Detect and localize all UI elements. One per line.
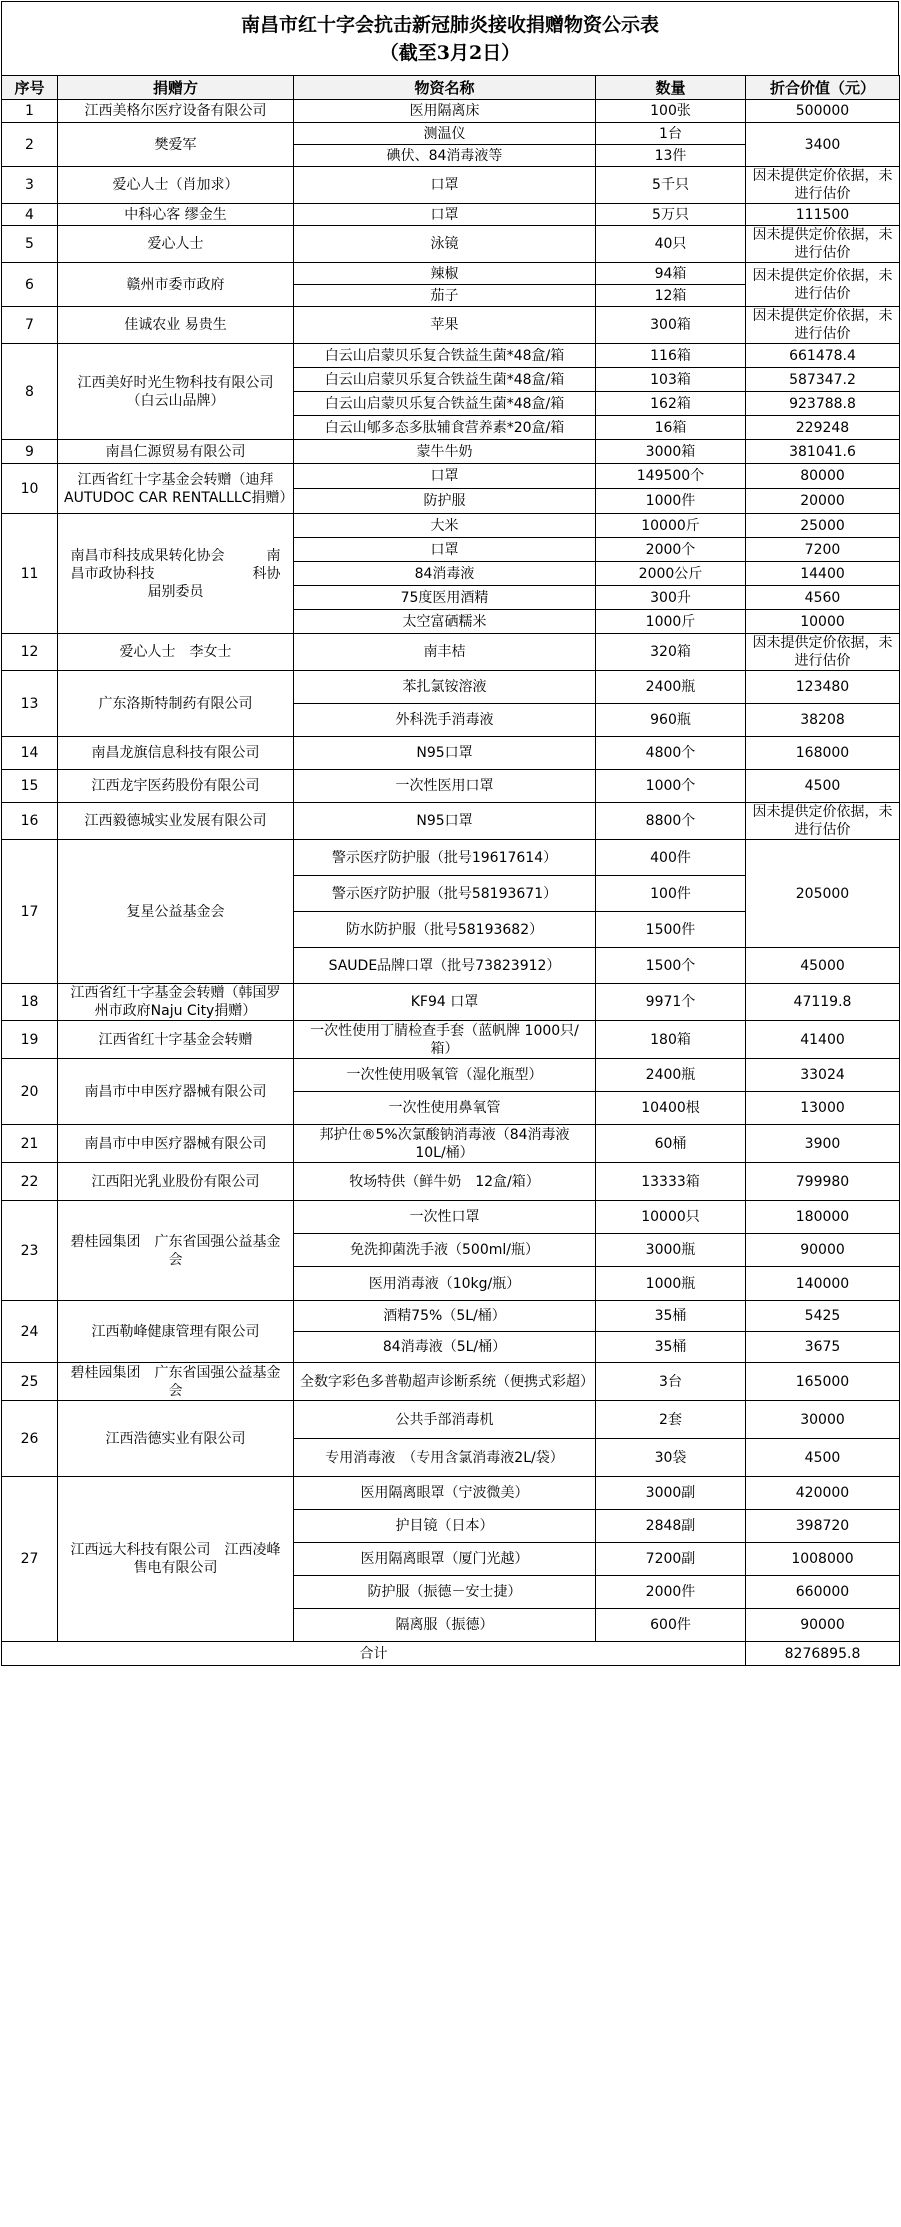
table-row (2, 1125, 900, 1163)
row-number: 27 (2, 1477, 58, 1642)
item-value: 3900 (746, 1125, 900, 1163)
item-value: 420000 (746, 1477, 900, 1510)
donor-name: 广东洛斯特制药有限公司 (58, 671, 294, 737)
row-number: 22 (2, 1163, 58, 1201)
table-row (2, 307, 900, 344)
donor-name: 江西远大科技有限公司 江西凌峰售电有限公司 (58, 1477, 294, 1642)
item-quantity: 300升 (596, 586, 746, 610)
item-quantity: 1000件 (596, 489, 746, 514)
item-name: 白云山启蒙贝乐复合铁益生菌*48盒/箱 (294, 344, 596, 368)
table-row (2, 226, 900, 263)
table-row (2, 123, 900, 145)
item-name: 75度医用酒精 (294, 586, 596, 610)
item-quantity: 3000箱 (596, 440, 746, 464)
donor-name: 江西浩德实业有限公司 (58, 1401, 294, 1477)
table-row (2, 1401, 900, 1439)
table-row (2, 100, 900, 123)
item-value: 140000 (746, 1267, 900, 1301)
row-number: 7 (2, 307, 58, 344)
row-number: 26 (2, 1401, 58, 1477)
item-quantity: 400件 (596, 840, 746, 876)
table-row (2, 770, 900, 803)
table-row (2, 803, 900, 840)
row-number: 3 (2, 167, 58, 204)
donor-name: 爱心人士 (58, 226, 294, 263)
item-quantity: 100张 (596, 100, 746, 123)
item-value: 5425 (746, 1301, 900, 1332)
value-note: 因未提供定价依据，未进行估价 (746, 634, 900, 671)
table-row (2, 984, 900, 1021)
table-row (2, 1059, 900, 1092)
item-name: 酒精75%（5L/桶） (294, 1301, 596, 1332)
item-quantity: 3000瓶 (596, 1234, 746, 1267)
value-note: 因未提供定价依据，未进行估价 (746, 307, 900, 344)
item-quantity: 100件 (596, 876, 746, 912)
item-value: 229248 (746, 416, 900, 440)
row-number: 23 (2, 1201, 58, 1301)
item-name: 全数字彩色多普勒超声诊断系统（便携式彩超） (294, 1363, 596, 1401)
page-subtitle: （截至3月2日） (379, 41, 521, 64)
donor-name: 爱心人士 李女士 (58, 634, 294, 671)
row-number: 11 (2, 514, 58, 634)
item-quantity: 960瓶 (596, 704, 746, 737)
item-name: 苯扎氯铵溶液 (294, 671, 596, 704)
item-quantity: 3000副 (596, 1477, 746, 1510)
donor-name: 赣州市委市政府 (58, 263, 294, 307)
item-quantity: 1500个 (596, 948, 746, 984)
item-value: 13000 (746, 1092, 900, 1125)
table-row (2, 737, 900, 770)
total-row (2, 1642, 900, 1666)
item-name: 大米 (294, 514, 596, 538)
donor-name: 碧桂园集团 广东省国强公益基金会 (58, 1363, 294, 1401)
item-quantity: 116箱 (596, 344, 746, 368)
item-name: 一次性使用吸氧管（湿化瓶型） (294, 1059, 596, 1092)
item-value: 25000 (746, 514, 900, 538)
item-name: 护目镜（日本） (294, 1510, 596, 1543)
item-name: 太空富硒糯米 (294, 610, 596, 634)
row-number: 16 (2, 803, 58, 840)
item-quantity: 1台 (596, 123, 746, 145)
item-value: 799980 (746, 1163, 900, 1201)
item-name: 口罩 (294, 464, 596, 489)
item-quantity: 2000件 (596, 1576, 746, 1609)
item-name: 防水防护服（批号58193682） (294, 912, 596, 948)
item-quantity: 9971个 (596, 984, 746, 1021)
item-name: 防护服 (294, 489, 596, 514)
donor-name: 江西阳光乳业股份有限公司 (58, 1163, 294, 1201)
item-quantity: 1000瓶 (596, 1267, 746, 1301)
item-name: 口罩 (294, 204, 596, 226)
item-value: 4560 (746, 586, 900, 610)
total-label: 合计 (2, 1642, 746, 1666)
row-number: 20 (2, 1059, 58, 1125)
donor-name: 江西龙宇医药股份有限公司 (58, 770, 294, 803)
item-value: 90000 (746, 1609, 900, 1642)
item-name: 一次性使用丁腈检查手套（蓝帆牌 1000只/箱） (294, 1021, 596, 1059)
item-value: 38208 (746, 704, 900, 737)
item-quantity: 16箱 (596, 416, 746, 440)
row-number: 6 (2, 263, 58, 307)
donor-name: 佳诚农业 易贵生 (58, 307, 294, 344)
item-value: 7200 (746, 538, 900, 562)
item-quantity: 3台 (596, 1363, 746, 1401)
item-quantity: 2400瓶 (596, 671, 746, 704)
item-name: 84消毒液 (294, 562, 596, 586)
col-header-value: 折合价值（元） (746, 76, 900, 100)
row-number: 19 (2, 1021, 58, 1059)
item-value: 33024 (746, 1059, 900, 1092)
table-row (2, 464, 900, 489)
item-quantity: 1000个 (596, 770, 746, 803)
item-value: 165000 (746, 1363, 900, 1401)
item-value: 168000 (746, 737, 900, 770)
item-value: 45000 (746, 948, 900, 984)
row-number: 1 (2, 100, 58, 123)
item-quantity: 8800个 (596, 803, 746, 840)
donor-name: 江西勒峰健康管理有限公司 (58, 1301, 294, 1363)
value-note: 因未提供定价依据，未进行估价 (746, 263, 900, 307)
item-quantity: 1500件 (596, 912, 746, 948)
row-number: 10 (2, 464, 58, 514)
value-note: 因未提供定价依据，未进行估价 (746, 803, 900, 840)
donor-name: 中科心客 缪金生 (58, 204, 294, 226)
page-title: 南昌市红十字会抗击新冠肺炎接收捐赠物资公示表 (240, 13, 659, 36)
donor-name: 南昌龙旗信息科技有限公司 (58, 737, 294, 770)
donor-name: 江西毅德城实业发展有限公司 (58, 803, 294, 840)
donor-name: 江西美好时光生物科技有限公司（白云山品牌） (58, 344, 294, 440)
item-value: 381041.6 (746, 440, 900, 464)
title-block (1, 1, 899, 76)
item-value: 14400 (746, 562, 900, 586)
donor-name: 爱心人士（肖加求） (58, 167, 294, 204)
item-quantity: 4800个 (596, 737, 746, 770)
item-name: 医用隔离床 (294, 100, 596, 123)
item-name: 白云山启蒙贝乐复合铁益生菌*48盒/箱 (294, 392, 596, 416)
item-value: 20000 (746, 489, 900, 514)
row-number: 15 (2, 770, 58, 803)
row-number: 21 (2, 1125, 58, 1163)
item-name: 蒙牛牛奶 (294, 440, 596, 464)
item-name: 口罩 (294, 538, 596, 562)
item-quantity: 162箱 (596, 392, 746, 416)
item-name: 牧场特供（鲜牛奶 12盒/箱） (294, 1163, 596, 1201)
item-quantity: 2848副 (596, 1510, 746, 1543)
row-number: 5 (2, 226, 58, 263)
item-value: 80000 (746, 464, 900, 489)
item-quantity: 10000斤 (596, 514, 746, 538)
item-quantity: 2套 (596, 1401, 746, 1439)
item-value: 3400 (746, 123, 900, 167)
item-name: 测温仪 (294, 123, 596, 145)
table-row (2, 840, 900, 876)
row-number: 9 (2, 440, 58, 464)
row-number: 13 (2, 671, 58, 737)
item-name: 泳镜 (294, 226, 596, 263)
item-name: 辣椒 (294, 263, 596, 285)
item-value: 30000 (746, 1401, 900, 1439)
item-name: 隔离服（振德） (294, 1609, 596, 1642)
item-value: 4500 (746, 1439, 900, 1477)
col-header-donor: 捐赠方 (58, 76, 294, 100)
item-value: 47119.8 (746, 984, 900, 1021)
item-value: 923788.8 (746, 392, 900, 416)
item-quantity: 1000斤 (596, 610, 746, 634)
total-value: 8276895.8 (746, 1642, 900, 1666)
item-name: 专用消毒液 （专用含氯消毒液2L/袋） (294, 1439, 596, 1477)
table-row (2, 1301, 900, 1332)
item-quantity: 13333箱 (596, 1163, 746, 1201)
table-row (2, 634, 900, 671)
item-name: 白云山启蒙贝乐复合铁益生菌*48盒/箱 (294, 368, 596, 392)
item-quantity: 35桶 (596, 1301, 746, 1332)
item-name: 苹果 (294, 307, 596, 344)
item-name: 公共手部消毒机 (294, 1401, 596, 1439)
item-quantity: 149500个 (596, 464, 746, 489)
item-name: 警示医疗防护服（批号19617614） (294, 840, 596, 876)
item-value: 205000 (746, 840, 900, 948)
item-value: 180000 (746, 1201, 900, 1234)
item-name: 医用隔离眼罩（厦门光越） (294, 1543, 596, 1576)
item-quantity: 103箱 (596, 368, 746, 392)
donor-name: 碧桂园集团 广东省国强公益基金会 (58, 1201, 294, 1301)
value-note: 因未提供定价依据，未进行估价 (746, 167, 900, 204)
item-value: 587347.2 (746, 368, 900, 392)
item-name: 防护服（振德－安士捷） (294, 1576, 596, 1609)
header-row (2, 76, 900, 100)
item-quantity: 300箱 (596, 307, 746, 344)
col-header-no: 序号 (2, 76, 58, 100)
item-name: KF94 口罩 (294, 984, 596, 1021)
item-name: 医用隔离眼罩（宁波微美） (294, 1477, 596, 1510)
item-value: 661478.4 (746, 344, 900, 368)
table-row (2, 344, 900, 368)
item-quantity: 600件 (596, 1609, 746, 1642)
table-row (2, 440, 900, 464)
item-value: 123480 (746, 671, 900, 704)
item-quantity: 180箱 (596, 1021, 746, 1059)
item-value: 10000 (746, 610, 900, 634)
item-quantity: 7200副 (596, 1543, 746, 1576)
item-value: 111500 (746, 204, 900, 226)
item-quantity: 35桶 (596, 1332, 746, 1363)
item-name: 茄子 (294, 285, 596, 307)
table-row (2, 1201, 900, 1234)
item-name: 一次性口罩 (294, 1201, 596, 1234)
donor-name: 江西省红十字基金会转赠 (58, 1021, 294, 1059)
row-number: 8 (2, 344, 58, 440)
item-value: 41400 (746, 1021, 900, 1059)
row-number: 17 (2, 840, 58, 984)
row-number: 4 (2, 204, 58, 226)
item-quantity: 60桶 (596, 1125, 746, 1163)
item-quantity: 2000公斤 (596, 562, 746, 586)
item-name: N95口罩 (294, 737, 596, 770)
row-number: 18 (2, 984, 58, 1021)
donor-name: 南昌市中申医疗器械有限公司 (58, 1059, 294, 1125)
row-number: 14 (2, 737, 58, 770)
donor-name: 江西美格尔医疗设备有限公司 (58, 100, 294, 123)
table-row (2, 514, 900, 538)
item-name: 警示医疗防护服（批号58193671） (294, 876, 596, 912)
item-quantity: 2000个 (596, 538, 746, 562)
item-value: 1008000 (746, 1543, 900, 1576)
item-name: 碘伏、84消毒液等 (294, 145, 596, 167)
donor-name: 樊爱军 (58, 123, 294, 167)
item-name: 白云山郇多态多肽辅食营养素*20盒/箱 (294, 416, 596, 440)
col-header-qty: 数量 (596, 76, 746, 100)
donor-name: 江西省红十字基金会转赠（韩国罗州市政府Naju City捐赠） (58, 984, 294, 1021)
donor-name: 南昌仁源贸易有限公司 (58, 440, 294, 464)
item-value: 90000 (746, 1234, 900, 1267)
item-quantity: 10000只 (596, 1201, 746, 1234)
row-number: 24 (2, 1301, 58, 1363)
item-quantity: 40只 (596, 226, 746, 263)
table-row (2, 671, 900, 704)
item-quantity: 2400瓶 (596, 1059, 746, 1092)
value-note: 因未提供定价依据，未进行估价 (746, 226, 900, 263)
donor-name: 江西省红十字基金会转赠（迪拜AUTUDOC CAR RENTALLLC捐赠） (58, 464, 294, 514)
donation-table (1, 75, 900, 1666)
item-name: 一次性医用口罩 (294, 770, 596, 803)
table-row (2, 1021, 900, 1059)
item-quantity: 5万只 (596, 204, 746, 226)
item-name: 84消毒液（5L/桶） (294, 1332, 596, 1363)
item-quantity: 13件 (596, 145, 746, 167)
col-header-item: 物资名称 (294, 76, 596, 100)
donor-name: 复星公益基金会 (58, 840, 294, 984)
item-name: 口罩 (294, 167, 596, 204)
item-name: 外科洗手消毒液 (294, 704, 596, 737)
table-row (2, 1477, 900, 1510)
row-number: 12 (2, 634, 58, 671)
table-row (2, 263, 900, 285)
item-quantity: 10400根 (596, 1092, 746, 1125)
item-value: 398720 (746, 1510, 900, 1543)
item-name: 邦护仕®5%次氯酸钠消毒液（84消毒液 10L/桶） (294, 1125, 596, 1163)
row-number: 2 (2, 123, 58, 167)
item-name: 医用消毒液（10kg/瓶） (294, 1267, 596, 1301)
item-quantity: 5千只 (596, 167, 746, 204)
row-number: 25 (2, 1363, 58, 1401)
item-name: 免洗抑菌洗手液（500ml/瓶） (294, 1234, 596, 1267)
item-quantity: 320箱 (596, 634, 746, 671)
item-value: 500000 (746, 100, 900, 123)
donor-name: 南昌市中申医疗器械有限公司 (58, 1125, 294, 1163)
table-row (2, 167, 900, 204)
table-row (2, 1163, 900, 1201)
table-row (2, 204, 900, 226)
table-row (2, 1363, 900, 1401)
donor-name: 南昌市科技成果转化协会 南昌市政协科技 科协届别委员 (58, 514, 294, 634)
item-name: SAUDE品牌口罩（批号73823912） (294, 948, 596, 984)
item-quantity: 94箱 (596, 263, 746, 285)
item-value: 4500 (746, 770, 900, 803)
item-quantity: 30袋 (596, 1439, 746, 1477)
item-quantity: 12箱 (596, 285, 746, 307)
item-name: 南丰桔 (294, 634, 596, 671)
item-value: 660000 (746, 1576, 900, 1609)
item-name: N95口罩 (294, 803, 596, 840)
item-value: 3675 (746, 1332, 900, 1363)
item-name: 一次性使用鼻氧管 (294, 1092, 596, 1125)
